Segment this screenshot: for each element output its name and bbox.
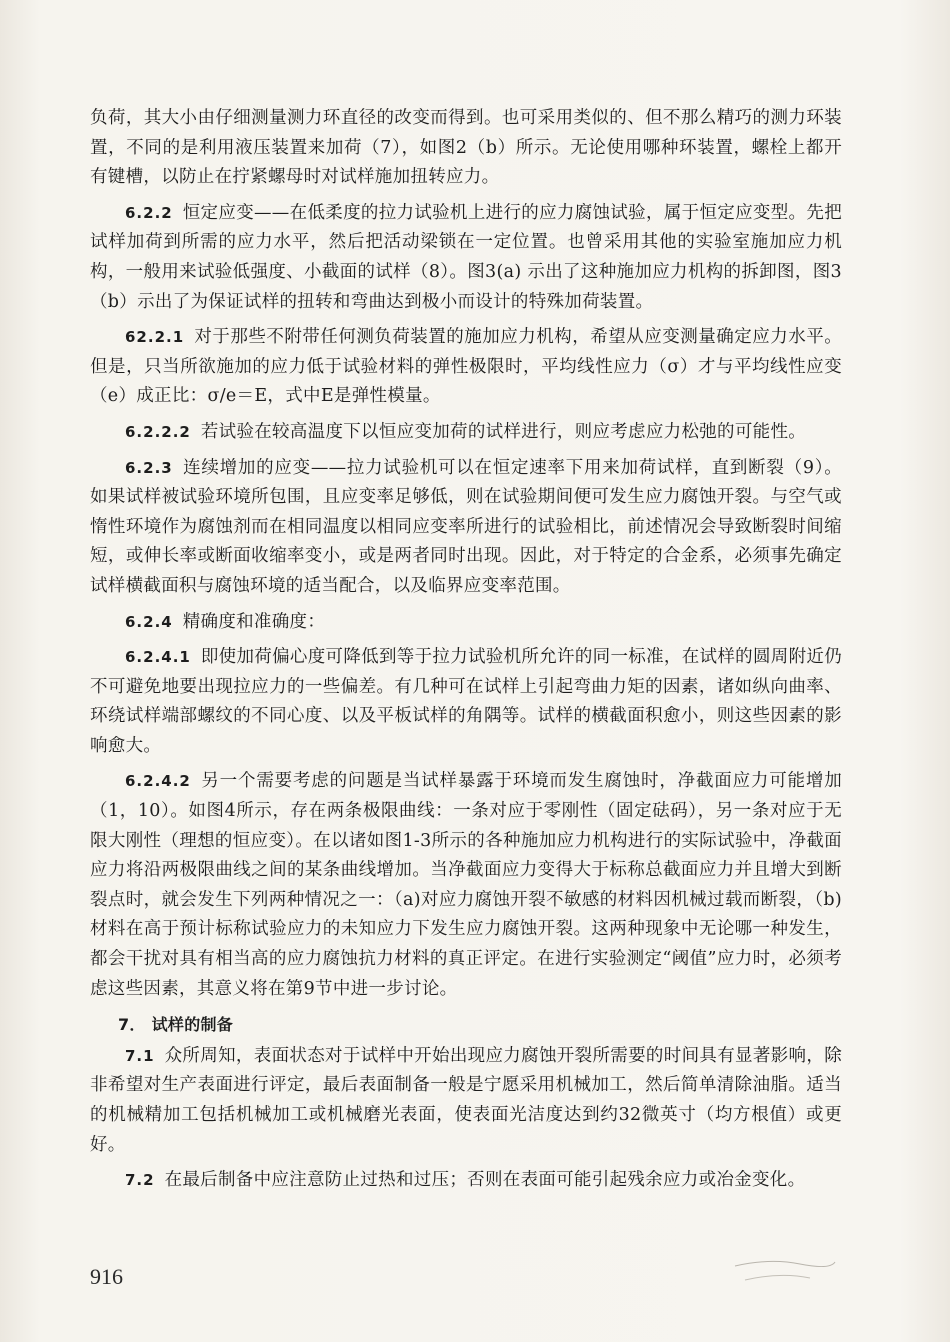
section-number: 6.2.4 xyxy=(125,612,173,631)
paragraph-6-2-2-2: 6.2.2.2 若试验在较高温度下以恒应变加荷的试样进行，则应考虑应力松弛的可能性。 xyxy=(125,421,807,442)
pencil-smudge-mark xyxy=(730,1254,840,1294)
paragraph-6-2-3: 6.2.3 连续增加的应变——拉力试验机可以在恒定速率下用来加荷试样，直到断裂（9）。如果试样被试验环境所包围，且应变率足够低，则在试验期间便可发生应力腐蚀开裂。与空气或惰性环境作为腐蚀剂而在相同温度以相同应变率所进行的试验相比，前述情况会导致断裂时间缩短，或伸长率或断面收缩率变小，或是两者同时出现。因此，对于特定的合金系，必须事先确定试样横截面积与腐蚀环境的适当配合，以及临界应变率范围。 xyxy=(90,457,842,596)
body-text xyxy=(90,104,842,1202)
section-number: 7.2 xyxy=(125,1171,155,1190)
paragraph-6-2-2-1: 62.2.1 对于那些不附带任何测负荷装置的施加应力机构，希望从应变测量确定应力水平。但是，只当所欲施加的应力低于试验材料的弹性极限时，平均线性应力（σ）才与平均线性应变（e）成正比：σ/e＝E，式中E是弹性模量。 xyxy=(90,327,842,407)
section-number: 6.2.2 xyxy=(125,203,173,222)
section-number: 6.2.3 xyxy=(125,458,173,477)
section-number: 7.1 xyxy=(125,1046,155,1065)
paragraph-6-2-4-1: 6.2.4.1 即使加荷偏心度可降低到等于拉力试验机所允许的同一标准，在试样的圆周附近仍不可避免地要出现拉应力的一些偏差。有几种可在试样上引起弯曲力矩的因素，诸如纵向曲率、环绕试样端部螺纹的不同心度、以及平板试样的角隅等。试样的横截面积愈小，则这些因素的影响愈大。 xyxy=(90,647,842,756)
page-number: 916 xyxy=(90,1264,123,1289)
paragraph-7-1: 7.1 众所周知，表面状态对于试样中开始出现应力腐蚀开裂所需要的时间具有显著影响，除非希望对生产表面进行评定，最后表面制备一般是宁愿采用机械加工，然后简单清除油脂。适当的机械精加工包括机械加工或机械磨光表面，使表面光洁度达到约32微英寸（均方根值）或更好。 xyxy=(90,1045,842,1155)
paragraph-6-2-4-2: 6.2.4.2 另一个需要考虑的问题是当试样暴露于环境而发生腐蚀时，净截面应力可能增加（1，10）。如图4所示，存在两条极限曲线：一条对应于零刚性（固定砝码），另一条对应于无限大刚性（理想的恒应变）。在以诸如图1-3所示的各种施加应力机构进行的实际试验中，净截面应力将沿两极限曲线之间的某条曲线增加。当净截面应力变得大于标称总截面应力并且增大到断裂点时，就会发生下列两种情况之一：（a)对应力腐蚀开裂不敏感的材料因机械过载而断裂，（b)材料在高于预计标称试验应力的未知应力下发生应力腐蚀开裂。这两种现象中无论哪一种发生，都会干扰对具有相当高的应力腐蚀抗力材料的真正评定。在进行实验测定“阈值”应力时，必须考虑这些因素，其意义将在第9节中进一步讨论。 xyxy=(90,771,842,999)
paragraph-6-2-2: 6.2.2 恒定应变——在低柔度的拉力试验机上进行的应力腐蚀试验，属于恒定应变型。先把试样加荷到所需的应力水平，然后把活动梁锁在一定位置。也曾采用其他的实验室施加应力机构，一般用来试验低强度、小截面的试样（8）。图3(a) 示出了这种施加应力机构的拆卸图，图3（b）示出了为保证试样的扭转和弯曲达到极小而设计的特殊加荷装置。 xyxy=(90,202,842,312)
section-number: 6.2.4.2 xyxy=(125,772,191,791)
section-number: 62.2.1 xyxy=(125,328,185,347)
section-number: 6.2.4.1 xyxy=(125,648,191,667)
paragraph-0: 负荷，其大小由仔细测量测力环直径的改变而得到。也可采用类似的、但不那么精巧的测力环装置，不同的是利用液压装置来加荷（7），如图2（b）所示。无论使用哪种环装置，螺栓上都开有键槽，以防止在拧紧螺母时对试样施加扭转应力。 xyxy=(90,108,842,188)
paragraph-6-2-4: 6.2.4 精确度和准确度： xyxy=(125,611,326,632)
section-number: 6.2.2.2 xyxy=(125,422,191,441)
section-heading-7: 7． 试样的制备 xyxy=(118,1015,234,1035)
paragraph-7-2: 7.2 在最后制备中应注意防止过热和过压；否则在表面可能引起残余应力或冶金变化。 xyxy=(125,1170,806,1191)
